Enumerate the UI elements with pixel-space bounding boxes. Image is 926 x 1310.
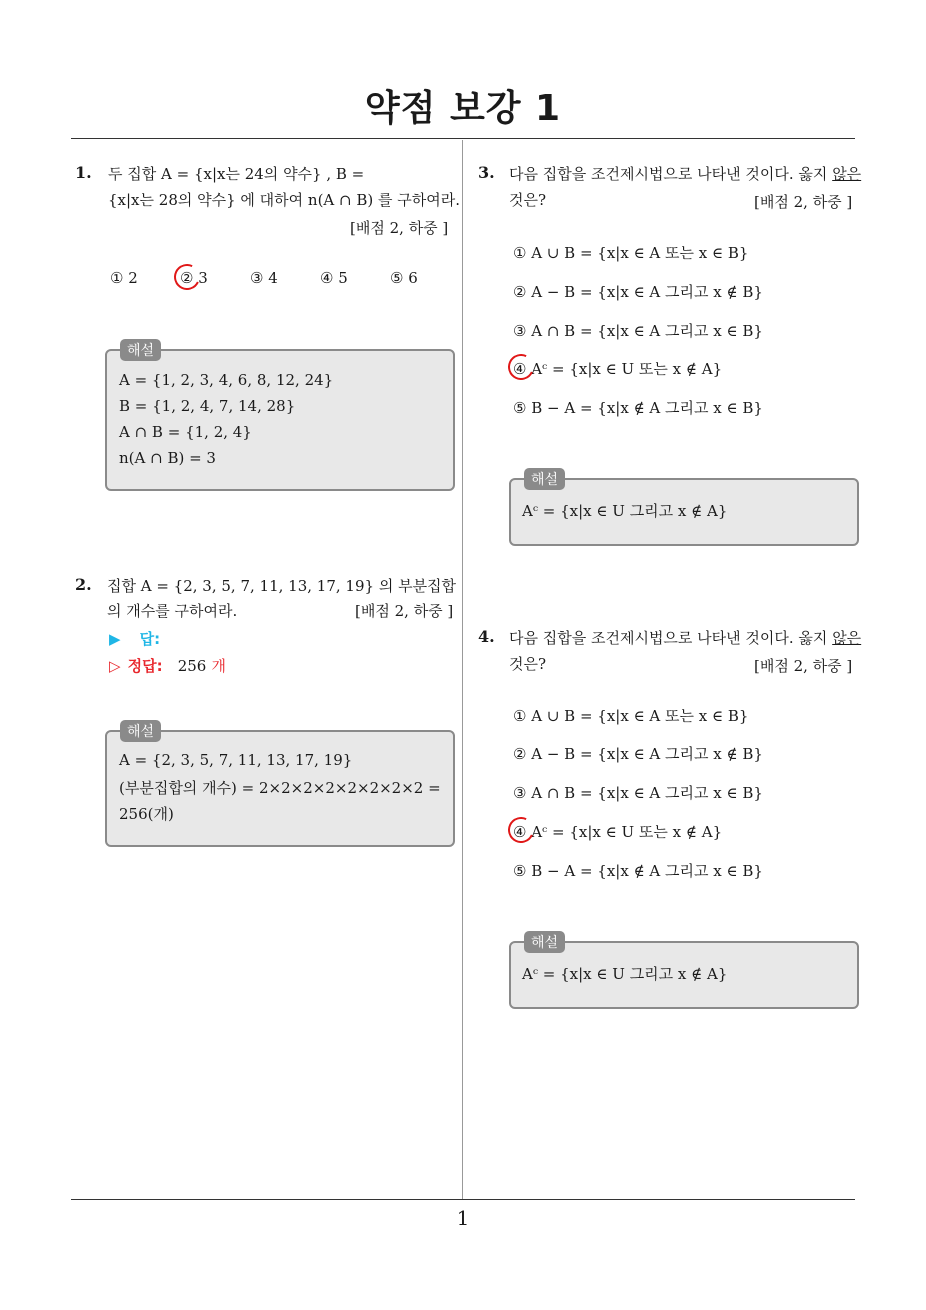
question-meta: [배점 2, 하중 ] bbox=[355, 602, 454, 620]
question-meta: [배점 2, 하중 ] bbox=[754, 657, 853, 675]
question-text-line-2: 것은? bbox=[509, 191, 547, 209]
question-number: 2. bbox=[75, 575, 92, 594]
correct-unit: 개 bbox=[211, 657, 226, 675]
solution-tag: 해설 bbox=[120, 720, 161, 742]
solution-line: (부분집합의 개수) = 2×2×2×2×2×2×2×2 = bbox=[119, 779, 441, 797]
option-1[interactable]: ① A ∪ B = {x|x ∈ A 또는 x ∈ B} bbox=[513, 707, 749, 725]
solution-line: A = {2, 3, 5, 7, 11, 13, 17, 19} bbox=[119, 751, 353, 769]
question-text: 다음 집합을 조건제시법으로 나타낸 것이다. 옳지 bbox=[509, 629, 833, 647]
question-text-line-2: {x|x는 28의 약수} 에 대하여 n(A ∩ B) 를 구하여라. bbox=[108, 191, 460, 209]
play-icon: ▶ bbox=[109, 630, 121, 648]
underlined-word: 않은 bbox=[832, 629, 862, 647]
question-meta: [배점 2, 하중 ] bbox=[754, 193, 853, 211]
selected-answer-mark bbox=[170, 260, 203, 293]
option-3[interactable]: ③ A ∩ B = {x|x ∈ A 그리고 x ∈ B} bbox=[513, 784, 763, 802]
question-number: 3. bbox=[478, 163, 495, 182]
question-text-line-1 bbox=[509, 161, 861, 187]
question-text: 다음 집합을 조건제시법으로 나타낸 것이다. 옳지 bbox=[509, 165, 833, 183]
column-divider bbox=[462, 140, 463, 1200]
page-title: 약점 보강 1 bbox=[364, 88, 562, 129]
underlined-word: 않은 bbox=[832, 165, 862, 183]
question-text-line-1 bbox=[509, 625, 861, 651]
option-2[interactable]: ② 3 bbox=[180, 269, 208, 287]
solution-tag: 해설 bbox=[120, 339, 161, 361]
option-4[interactable]: ④ Aᶜ = {x|x ∈ U 또는 x ∉ A} bbox=[513, 823, 723, 841]
option-4[interactable]: ④ Aᶜ = {x|x ∈ U 또는 x ∉ A} bbox=[513, 360, 723, 378]
solution-line: A = {1, 2, 3, 4, 6, 8, 12, 24} bbox=[119, 371, 334, 389]
option-4[interactable]: ④ 5 bbox=[320, 269, 348, 287]
correct-value: 256 bbox=[177, 657, 207, 675]
correct-answer-row bbox=[109, 655, 226, 676]
option-5[interactable]: ⑤ B − A = {x|x ∉ A 그리고 x ∈ B} bbox=[513, 862, 763, 880]
solution-line: B = {1, 2, 4, 7, 14, 28} bbox=[119, 397, 296, 415]
option-3[interactable]: ③ 4 bbox=[250, 269, 278, 287]
option-1[interactable]: ① 2 bbox=[110, 269, 138, 287]
question-meta: [배점 2, 하중 ] bbox=[350, 219, 449, 237]
option-5[interactable]: ⑤ 6 bbox=[390, 269, 418, 287]
answer-label: 답: bbox=[139, 630, 161, 648]
triangle-icon: ▷ bbox=[109, 657, 121, 675]
solution-line: A ∩ B = {1, 2, 4} bbox=[119, 423, 252, 441]
correct-label: 정답: bbox=[127, 657, 163, 675]
bottom-rule bbox=[71, 1199, 855, 1200]
solution-line: Aᶜ = {x|x ∈ U 그리고 x ∉ A} bbox=[522, 502, 728, 520]
question-number: 1. bbox=[75, 163, 92, 182]
option-2[interactable]: ② A − B = {x|x ∈ A 그리고 x ∉ B} bbox=[513, 283, 763, 301]
question-text-line-2: 것은? bbox=[509, 655, 547, 673]
solution-tag: 해설 bbox=[524, 931, 565, 953]
option-3[interactable]: ③ A ∩ B = {x|x ∈ A 그리고 x ∈ B} bbox=[513, 322, 763, 340]
solution-tag: 해설 bbox=[524, 468, 565, 490]
top-rule bbox=[71, 138, 855, 139]
solution-line: 256(개) bbox=[119, 805, 174, 823]
page-number: 1 bbox=[456, 1206, 470, 1230]
option-2[interactable]: ② A − B = {x|x ∈ A 그리고 x ∉ B} bbox=[513, 745, 763, 763]
answer-row bbox=[109, 628, 160, 649]
solution-line: Aᶜ = {x|x ∈ U 그리고 x ∉ A} bbox=[522, 965, 728, 983]
solution-line: n(A ∩ B) = 3 bbox=[119, 449, 216, 467]
question-text-line-2: 의 개수를 구하여라. bbox=[107, 602, 238, 620]
option-5[interactable]: ⑤ B − A = {x|x ∉ A 그리고 x ∈ B} bbox=[513, 399, 763, 417]
question-text-line-1: 두 집합 A = {x|x는 24의 약수} , B = bbox=[108, 165, 365, 183]
question-number: 4. bbox=[478, 627, 495, 646]
question-text-line-1: 집합 A = {2, 3, 5, 7, 11, 13, 17, 19} 의 부분집합 bbox=[107, 577, 457, 595]
option-1[interactable]: ① A ∪ B = {x|x ∈ A 또는 x ∈ B} bbox=[513, 244, 749, 262]
